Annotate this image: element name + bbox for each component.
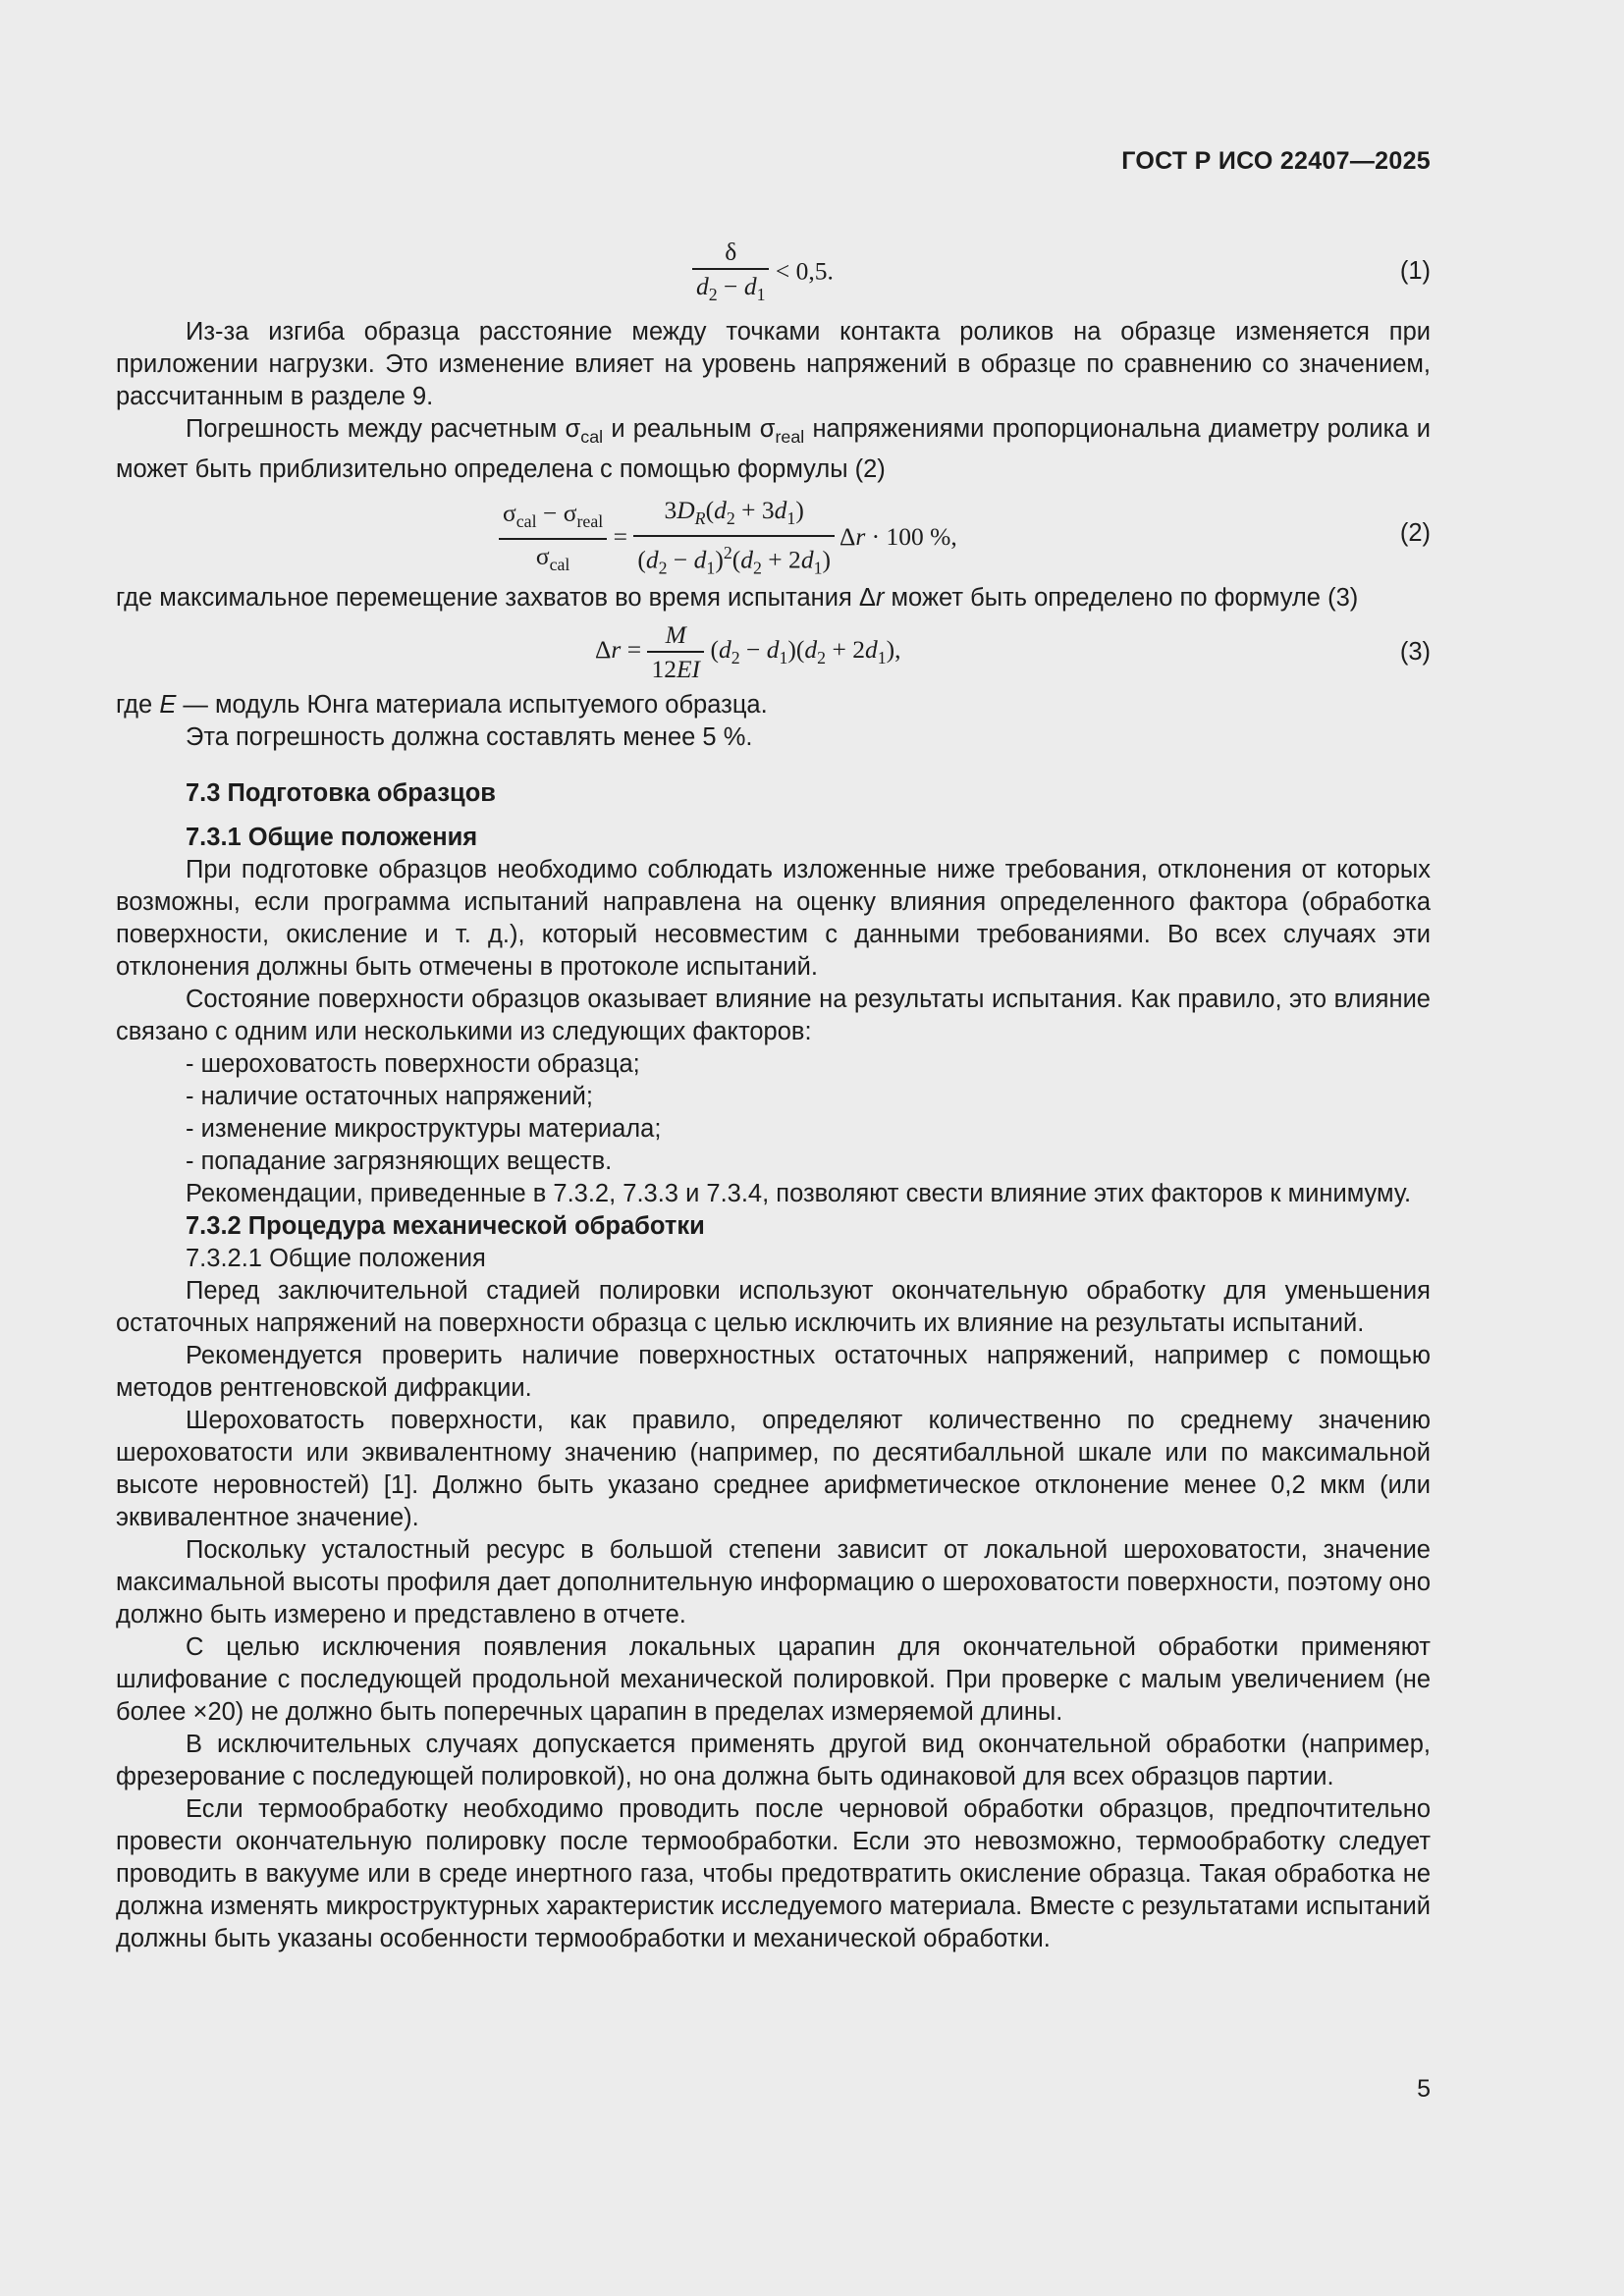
formula-2 xyxy=(116,488,1431,582)
paragraph: Поскольку усталостный ресурс в большой степени зависит от локальной шероховатости, значение максимальной высоты профиля дает дополнительную информацию о шероховатости поверхности, поэтому оно должно быть измерено и представлено в отчете. xyxy=(116,1536,1431,1629)
paragraph: Из-за изгиба образца расстояние между точками контакта роликов на образце изменяется при приложении нагрузки. Это изменение влияет на уровень напряжений в образце по сравнению со значением, рассчитанным в разделе 9. xyxy=(116,318,1431,410)
formula-1 xyxy=(116,236,1431,316)
formula-3-fraction xyxy=(647,618,704,685)
paragraph: Состояние поверхности образцов оказывает влияние на результаты испытания. Как правило, это влияние связано с одним или несколькими из следующих факторов: xyxy=(116,986,1431,1046)
document-header: ГОСТ Р ИСО 22407—2025 xyxy=(1121,147,1431,175)
formula-2-lhs-numerator: $\sigma_{cal} - \sigma_{real}$ xyxy=(499,497,607,540)
equals-sign: = xyxy=(613,522,627,552)
formula-3-numerator: M xyxy=(647,618,704,653)
formula-2-tail: Δr · 100 %, xyxy=(839,522,957,552)
paragraph: Эта погрешность должна составлять менее 5 %. xyxy=(186,723,753,752)
formula-2-lhs xyxy=(499,497,607,581)
section-heading: 7.3 Подготовка образцов xyxy=(186,779,496,808)
formula-2-rhs xyxy=(633,494,835,585)
formula-3-tail: $(d_2 - d_1)(d_2 + 2d_1)$, xyxy=(710,634,901,668)
formula-2-number: (2) xyxy=(1399,519,1431,548)
clause-heading: 7.3.2.1 Общие положения xyxy=(186,1245,486,1273)
formula-1-numerator: δ xyxy=(692,236,769,270)
formula-1-tail: < 0,5. xyxy=(775,256,834,286)
paragraph: Рекомендуется проверить наличие поверхностных остаточных напряжений, например с помощью методов рентгеновской дифракции. xyxy=(116,1342,1431,1403)
subsection-heading: 7.3.2 Процедура механической обработки xyxy=(186,1212,705,1241)
paragraph: Шероховатость поверхности, как правило, определяют количественно по среднему значению шероховатости или эквивалентному значению (например, по десятибалльной шкале или по максимальной высоте неровностей) [1]. Должно быть указано среднее арифметическое отклонение менее 0,2 мкм (или эквивалентное значение). xyxy=(116,1407,1431,1532)
page-number: 5 xyxy=(1417,2075,1431,2103)
list-item: - наличие остаточных напряжений; xyxy=(186,1083,593,1111)
paragraph: С целью исключения появления локальных царапин для окончательной обработки применяют шлифование с последующей продольной механической полировкой. При проверке с малым увеличением (не более ×20) не должно быть поперечных царапин в пределах измеряемой длины. xyxy=(116,1633,1431,1727)
list-item: - шероховатость поверхности образца; xyxy=(186,1050,640,1079)
paragraph: В исключительных случаях допускается применять другой вид окончательной обработки (например, фрезерование с последующей полировкой), но она должна быть одинаковой для всех образцов партии. xyxy=(116,1731,1431,1791)
paragraph: Перед заключительной стадией полировки используют окончательную обработку для уменьшения остаточных напряжений на поверхности образца с целью исключить их влияние на результаты испытаний. xyxy=(116,1277,1431,1338)
formula-3-denominator: 12EI xyxy=(651,655,701,684)
formula-1-number: (1) xyxy=(1399,257,1431,285)
page-content xyxy=(116,0,1431,1955)
formula-2-lhs-denominator: $\sigma_{cal}$ xyxy=(535,542,570,575)
paragraph: Погрешность между расчетным $\sigma_{cal}$ и реальным $\sigma_{real}$ напряжениями пропорциональна диаметру ролика и может быть приблизительно определена с помощью формулы (2) xyxy=(116,415,1431,484)
paragraph: Рекомендации, приведенные в 7.3.2, 7.3.3 и 7.3.4, позволяют свести влияние этих факторов к минимуму. xyxy=(186,1180,1412,1208)
list-item: - попадание загрязняющих веществ. xyxy=(186,1148,613,1176)
paragraph: При подготовке образцов необходимо соблюдать изложенные ниже требования, отклонения от которых возможны, если программа испытаний направлена на оценку влияния определенного фактора (обработка поверхности, окисление и т. д.), который несовместим с данными требованиями. Во всех случаях эти отклонения должны быть отмечены в протоколе испытаний. xyxy=(116,856,1431,982)
paragraph: Если термообработку необходимо проводить после черновой обработки образцов, предпочтительно провести окончательную полировку после термообработки. Если это невозможно, термообработку следует проводить в вакууме или в среде инертного газа, чтобы предотвратить окисление образца. Такая обработка не должна изменять микроструктурных характеристик исследуемого материала. Вместе с результатами испытаний должны быть указаны особенности термообработки и механической обработки. xyxy=(116,1795,1431,1953)
formula-1-fraction xyxy=(692,236,769,311)
list-item: - изменение микроструктуры материала; xyxy=(186,1115,662,1144)
subsection-heading: 7.3.1 Общие положения xyxy=(186,824,478,852)
formula-3-lhs: Δr = xyxy=(595,634,642,664)
paragraph: где E — модуль Юнга материала испытуемого образца. xyxy=(116,691,768,720)
factor-list xyxy=(116,1048,1431,1178)
formula-2-rhs-numerator: $3D_R(d_2 + 3d_1)$ xyxy=(633,494,835,537)
formula-3 xyxy=(116,614,1431,689)
formula-3-number: (3) xyxy=(1399,638,1431,667)
paragraph: где максимальное перемещение захватов во время испытания Δr может быть определено по формуле (3) xyxy=(116,584,1359,613)
formula-2-rhs-denominator: $(d_2 - d_1)^2(d_2 + 2d_1)$ xyxy=(637,543,831,578)
formula-1-denominator: $d_2 - d_1$ xyxy=(696,272,766,305)
